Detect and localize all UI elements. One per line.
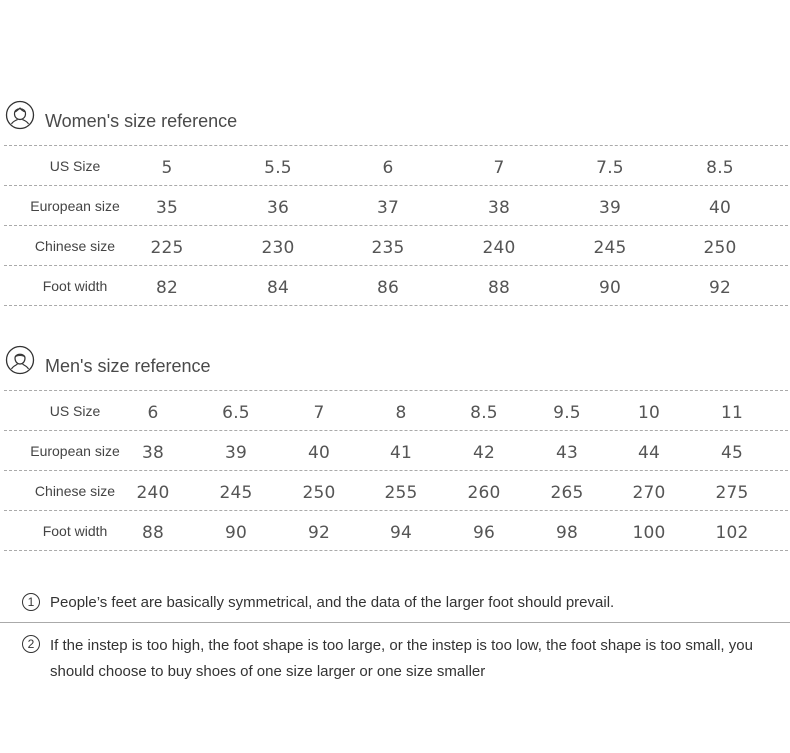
row-label: European size: [30, 443, 120, 459]
man-avatar-icon: [5, 345, 35, 375]
table-cell: 225: [150, 238, 184, 258]
table-cell: 235: [371, 238, 405, 258]
men-section-title: Men's size reference: [45, 356, 211, 376]
table-cell: 44: [637, 443, 661, 463]
table-cell: 42: [472, 443, 496, 463]
table-row: [4, 470, 788, 510]
table-cell: 90: [598, 278, 622, 298]
table-cell: 8: [395, 403, 407, 423]
table-cell: 94: [389, 523, 413, 543]
note-number-badge: 1: [22, 593, 40, 611]
table-cell: 39: [224, 443, 248, 463]
table-cell: 8.5: [706, 158, 734, 178]
table-cell: 240: [482, 238, 516, 258]
table-cell: 275: [715, 483, 749, 503]
table-cell: 265: [550, 483, 584, 503]
table-row: [4, 510, 788, 551]
row-label: Foot width: [42, 523, 108, 539]
men-size-section: [0, 345, 790, 543]
row-label: European size: [30, 198, 120, 214]
table-cell: 6: [147, 403, 159, 423]
table-row: [4, 225, 788, 265]
notes-list: [0, 588, 790, 685]
table-cell: 11: [720, 403, 744, 423]
table-cell: 230: [261, 238, 295, 258]
table-cell: 92: [708, 278, 732, 298]
table-cell: 5.5: [264, 158, 292, 178]
table-cell: 7.5: [596, 158, 624, 178]
row-label: US Size: [49, 158, 101, 174]
table-cell: 88: [487, 278, 511, 298]
table-cell: 90: [224, 523, 248, 543]
table-cell: 38: [487, 198, 511, 218]
note-text: People’s feet are basically symmetrical, and the data of the larger foot should prevail.: [50, 594, 615, 611]
table-cell: 88: [141, 523, 165, 543]
table-cell: 250: [302, 483, 336, 503]
table-cell: 6.5: [222, 403, 250, 423]
table-cell: 92: [307, 523, 331, 543]
table-cell: 37: [376, 198, 400, 218]
row-label: Chinese size: [34, 483, 116, 499]
table-cell: 240: [136, 483, 170, 503]
women-size-table: [4, 145, 788, 306]
row-label: Foot width: [42, 278, 108, 294]
table-row: [4, 265, 788, 306]
table-cell: 82: [155, 278, 179, 298]
table-cell: 40: [708, 198, 732, 218]
note-number-badge: 2: [22, 635, 40, 653]
table-cell: 40: [307, 443, 331, 463]
table-cell: 9.5: [553, 403, 581, 423]
table-cell: 260: [467, 483, 501, 503]
table-cell: 45: [720, 443, 744, 463]
note-text: If the instep is too high, the foot shape is too large, or the instep is too low, the foot shape is too small, you should choose to buy shoes of one size larger or one size smaller: [50, 637, 753, 680]
table-cell: 35: [155, 198, 179, 218]
table-row: [4, 145, 788, 185]
table-cell: 43: [555, 443, 579, 463]
table-cell: 245: [219, 483, 253, 503]
note-item: [0, 588, 790, 623]
row-label: US Size: [49, 403, 101, 419]
women-section-title: Women's size reference: [45, 111, 238, 131]
table-cell: 102: [715, 523, 749, 543]
table-cell: 86: [376, 278, 400, 298]
women-size-section: [0, 100, 790, 298]
table-cell: 38: [141, 443, 165, 463]
table-cell: 39: [598, 198, 622, 218]
table-cell: 96: [472, 523, 496, 543]
table-cell: 41: [389, 443, 413, 463]
table-cell: 10: [637, 403, 661, 423]
woman-avatar-icon: [5, 100, 35, 130]
table-cell: 100: [632, 523, 666, 543]
table-cell: 36: [266, 198, 290, 218]
women-section-header: [0, 100, 790, 145]
table-cell: 250: [703, 238, 737, 258]
table-cell: 84: [266, 278, 290, 298]
table-row: [4, 430, 788, 470]
note-item: [0, 623, 790, 685]
table-row: [4, 390, 788, 430]
table-cell: 255: [384, 483, 418, 503]
table-cell: 6: [382, 158, 394, 178]
table-cell: 270: [632, 483, 666, 503]
table-cell: 7: [493, 158, 505, 178]
table-cell: 5: [161, 158, 173, 178]
table-cell: 98: [555, 523, 579, 543]
men-size-table: [4, 390, 788, 551]
table-cell: 245: [593, 238, 627, 258]
men-section-header: [0, 345, 790, 390]
table-row: [4, 185, 788, 225]
row-label: Chinese size: [34, 238, 116, 254]
table-cell: 8.5: [470, 403, 498, 423]
table-cell: 7: [313, 403, 325, 423]
